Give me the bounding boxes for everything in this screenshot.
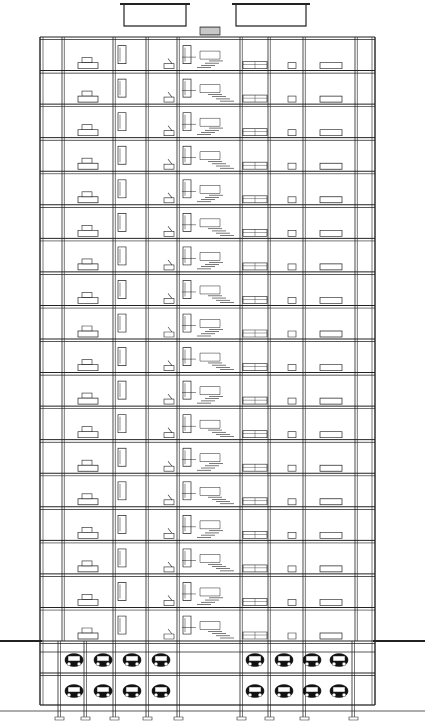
wash-basin-icon [288, 398, 296, 404]
car-headlight [342, 662, 346, 666]
chair-icon [164, 433, 174, 438]
car-headlight [164, 662, 168, 666]
stair-core [182, 51, 234, 638]
car-windshield [68, 687, 80, 692]
bed-headboard-icon [82, 158, 92, 163]
car-icon [246, 654, 264, 667]
chair-icon [164, 399, 174, 404]
chair-icon [164, 198, 174, 203]
wash-basin-icon [288, 599, 296, 605]
car-headlight [287, 662, 291, 666]
car-icon [94, 685, 112, 698]
bed-icon [320, 499, 342, 505]
car-headlight [67, 693, 71, 697]
car-headlight [154, 693, 158, 697]
door-icon [118, 616, 126, 634]
bed-icon [320, 432, 342, 438]
door-icon [183, 213, 191, 231]
car-icon [246, 685, 264, 698]
chair-icon [164, 265, 174, 270]
door-icon [183, 180, 191, 198]
stair-landing [200, 387, 220, 395]
wash-basin-icon [288, 63, 296, 69]
car-headlight [258, 693, 262, 697]
car-icon [330, 685, 348, 698]
stair-landing [200, 588, 220, 596]
wash-basin-icon [288, 264, 296, 270]
bed-icon [320, 398, 342, 404]
bed-headboard-icon [82, 527, 92, 532]
door-icon [118, 314, 126, 332]
bed-headboard-icon [82, 594, 92, 599]
chair-back-icon [168, 595, 172, 600]
door-icon [118, 280, 126, 298]
car-headlight [277, 693, 281, 697]
car-headlight [342, 693, 346, 697]
car-windshield [333, 687, 345, 692]
chair-icon [164, 466, 174, 471]
car-windshield [249, 656, 261, 661]
door-icon [118, 46, 126, 64]
car-windshield [278, 687, 290, 692]
door-icon [118, 448, 126, 466]
door-icon [118, 180, 126, 198]
column-footing [300, 717, 309, 720]
stair-landing [200, 118, 220, 126]
bed-icon [78, 566, 98, 572]
door-icon [118, 381, 126, 399]
door-icon [118, 113, 126, 131]
chair-back-icon [168, 260, 172, 265]
door-icon [183, 146, 191, 164]
door-icon [183, 113, 191, 131]
chair-icon [164, 567, 174, 572]
stair-landing [200, 353, 220, 361]
door-icon [118, 582, 126, 600]
car-headlight [125, 662, 129, 666]
wash-basin-icon [288, 197, 296, 203]
stair-landing [200, 420, 220, 428]
car-headlight [258, 662, 262, 666]
car-icon [303, 654, 321, 667]
door-icon [183, 314, 191, 332]
stair-landing [200, 219, 220, 227]
car-headlight [106, 693, 110, 697]
stair-landing [200, 622, 220, 630]
car-windshield [126, 687, 138, 692]
car-windshield [155, 656, 167, 661]
wash-basin-icon [288, 365, 296, 371]
bed-icon [320, 163, 342, 169]
car-icon [65, 685, 83, 698]
door-icon [118, 549, 126, 567]
car-headlight [248, 693, 252, 697]
door-icon [183, 381, 191, 399]
chair-back-icon [168, 629, 172, 634]
car-headlight [125, 693, 129, 697]
car-windshield [333, 656, 345, 661]
bed-headboard-icon [82, 91, 92, 96]
stair-landing [200, 320, 220, 328]
column-footing [174, 717, 183, 720]
chair-back-icon [168, 562, 172, 567]
stair-landing [200, 521, 220, 529]
wash-basin-icon [288, 566, 296, 572]
chair-back-icon [168, 428, 172, 433]
car-headlight [277, 662, 281, 666]
bed-headboard-icon [82, 125, 92, 130]
bed-icon [320, 96, 342, 102]
stair-landing [200, 185, 220, 193]
door-icon [118, 213, 126, 231]
stair-landing [200, 454, 220, 462]
chair-back-icon [168, 495, 172, 500]
door-icon [183, 616, 191, 634]
bed-icon [78, 264, 98, 270]
car-headlight [96, 693, 100, 697]
car-icon [330, 654, 348, 667]
bed-icon [320, 365, 342, 371]
bed-icon [78, 230, 98, 236]
bed-headboard-icon [82, 427, 92, 432]
door-icon [118, 482, 126, 500]
chair-back-icon [168, 293, 172, 298]
stair-landing [200, 554, 220, 562]
bed-icon [78, 532, 98, 538]
wash-basin-icon [288, 130, 296, 136]
door-icon [183, 348, 191, 366]
bed-icon [78, 63, 98, 69]
car-icon [275, 685, 293, 698]
car-headlight [332, 662, 336, 666]
bed-icon [78, 297, 98, 303]
chair-back-icon [168, 461, 172, 466]
chair-back-icon [168, 59, 172, 64]
door-icon [183, 515, 191, 533]
wash-basin-icon [288, 532, 296, 538]
bed-headboard-icon [82, 225, 92, 230]
bed-icon [78, 130, 98, 136]
car-windshield [97, 656, 109, 661]
car-headlight [305, 662, 309, 666]
car-headlight [315, 662, 319, 666]
car-icon [123, 685, 141, 698]
stair-landing [200, 51, 220, 59]
bed-icon [78, 197, 98, 203]
column-footing [110, 717, 119, 720]
car-windshield [306, 687, 318, 692]
bed-headboard-icon [82, 292, 92, 297]
stair-landing [200, 286, 220, 294]
chair-back-icon [168, 159, 172, 164]
chair-back-icon [168, 327, 172, 332]
car-headlight [164, 693, 168, 697]
car-windshield [306, 656, 318, 661]
car-icon [65, 654, 83, 667]
door-icon [118, 515, 126, 533]
stair-landing [200, 85, 220, 93]
chair-back-icon [168, 126, 172, 131]
column-footing [265, 717, 274, 720]
car-icon [152, 654, 170, 667]
car-icon [275, 654, 293, 667]
chair-icon [164, 533, 174, 538]
bed-icon [78, 96, 98, 102]
door-icon [183, 415, 191, 433]
bed-headboard-icon [82, 393, 92, 398]
chair-icon [164, 600, 174, 605]
wash-basin-icon [288, 432, 296, 438]
car-icon [303, 685, 321, 698]
chair-back-icon [168, 394, 172, 399]
car-headlight [305, 693, 309, 697]
bed-headboard-icon [82, 628, 92, 633]
bed-headboard-icon [82, 561, 92, 566]
wash-basin-icon [288, 297, 296, 303]
car-headlight [77, 693, 81, 697]
car-windshield [249, 687, 261, 692]
bed-icon [320, 465, 342, 471]
chair-icon [164, 500, 174, 505]
chair-icon [164, 231, 174, 236]
chair-icon [164, 634, 174, 639]
door-icon [183, 79, 191, 97]
bed-icon [78, 432, 98, 438]
chair-back-icon [168, 92, 172, 97]
wash-basin-icon [288, 633, 296, 639]
chair-back-icon [168, 193, 172, 198]
floor-slabs [40, 37, 375, 644]
door-icon [118, 146, 126, 164]
door-icon [183, 482, 191, 500]
bed-headboard-icon [82, 58, 92, 63]
rooftop-structure-right [236, 4, 306, 26]
bed-icon [320, 599, 342, 605]
chair-icon [164, 366, 174, 371]
chair-icon [164, 97, 174, 102]
bed-icon [78, 633, 98, 639]
column-footing [55, 717, 64, 720]
stair-landing [200, 252, 220, 260]
chair-icon [164, 298, 174, 303]
car-headlight [332, 693, 336, 697]
bed-icon [78, 365, 98, 371]
chair-icon [164, 332, 174, 337]
bed-icon [320, 331, 342, 337]
door-icon [118, 348, 126, 366]
wash-basin-icon [288, 331, 296, 337]
wash-basin-icon [288, 465, 296, 471]
column-footing [81, 717, 90, 720]
car-windshield [126, 656, 138, 661]
car-headlight [154, 662, 158, 666]
wash-basin-icon [288, 499, 296, 505]
car-icon [123, 654, 141, 667]
wash-basin-icon [288, 230, 296, 236]
bed-headboard-icon [82, 360, 92, 365]
bed-headboard-icon [82, 192, 92, 197]
chair-icon [164, 131, 174, 136]
door-icon [183, 46, 191, 64]
door-icon [118, 415, 126, 433]
chair-back-icon [168, 226, 172, 231]
bed-icon [320, 532, 342, 538]
bed-icon [78, 163, 98, 169]
bed-icon [78, 331, 98, 337]
car-windshield [68, 656, 80, 661]
door-icon [183, 448, 191, 466]
bed-icon [78, 465, 98, 471]
column-footing [237, 717, 246, 720]
wash-basin-icon [288, 96, 296, 102]
car-headlight [67, 662, 71, 666]
rooftop-structure-left [124, 4, 186, 26]
bed-icon [320, 130, 342, 136]
car-icon [152, 685, 170, 698]
car-headlight [135, 662, 139, 666]
roof-parapets [120, 4, 310, 35]
chair-icon [164, 164, 174, 169]
chair-back-icon [168, 361, 172, 366]
bed-icon [78, 398, 98, 404]
stair-landing [200, 152, 220, 160]
bed-headboard-icon [82, 494, 92, 499]
bed-icon [78, 499, 98, 505]
car-headlight [77, 662, 81, 666]
car-headlight [287, 693, 291, 697]
car-headlight [315, 693, 319, 697]
car-headlight [96, 662, 100, 666]
car-windshield [155, 687, 167, 692]
chair-back-icon [168, 528, 172, 533]
car-windshield [278, 656, 290, 661]
door-icon [118, 79, 126, 97]
door-icon [183, 549, 191, 567]
car-headlight [248, 662, 252, 666]
bed-headboard-icon [82, 326, 92, 331]
basement-parking [0, 641, 425, 720]
bed-icon [320, 297, 342, 303]
chair-icon [164, 64, 174, 69]
bed-icon [320, 230, 342, 236]
stair-landing [200, 487, 220, 495]
car-icon [94, 654, 112, 667]
bed-headboard-icon [82, 460, 92, 465]
car-headlight [106, 662, 110, 666]
door-icon [183, 247, 191, 265]
bed-icon [78, 599, 98, 605]
column-footing [143, 717, 152, 720]
car-windshield [97, 687, 109, 692]
bed-icon [320, 566, 342, 572]
wash-basin-icon [288, 163, 296, 169]
door-icon [183, 582, 191, 600]
car-headlight [135, 693, 139, 697]
bed-icon [320, 63, 342, 69]
bed-icon [320, 633, 342, 639]
bed-icon [320, 197, 342, 203]
bed-icon [320, 264, 342, 270]
bed-headboard-icon [82, 259, 92, 264]
column-footing [349, 717, 358, 720]
door-icon [118, 247, 126, 265]
door-icon [183, 280, 191, 298]
